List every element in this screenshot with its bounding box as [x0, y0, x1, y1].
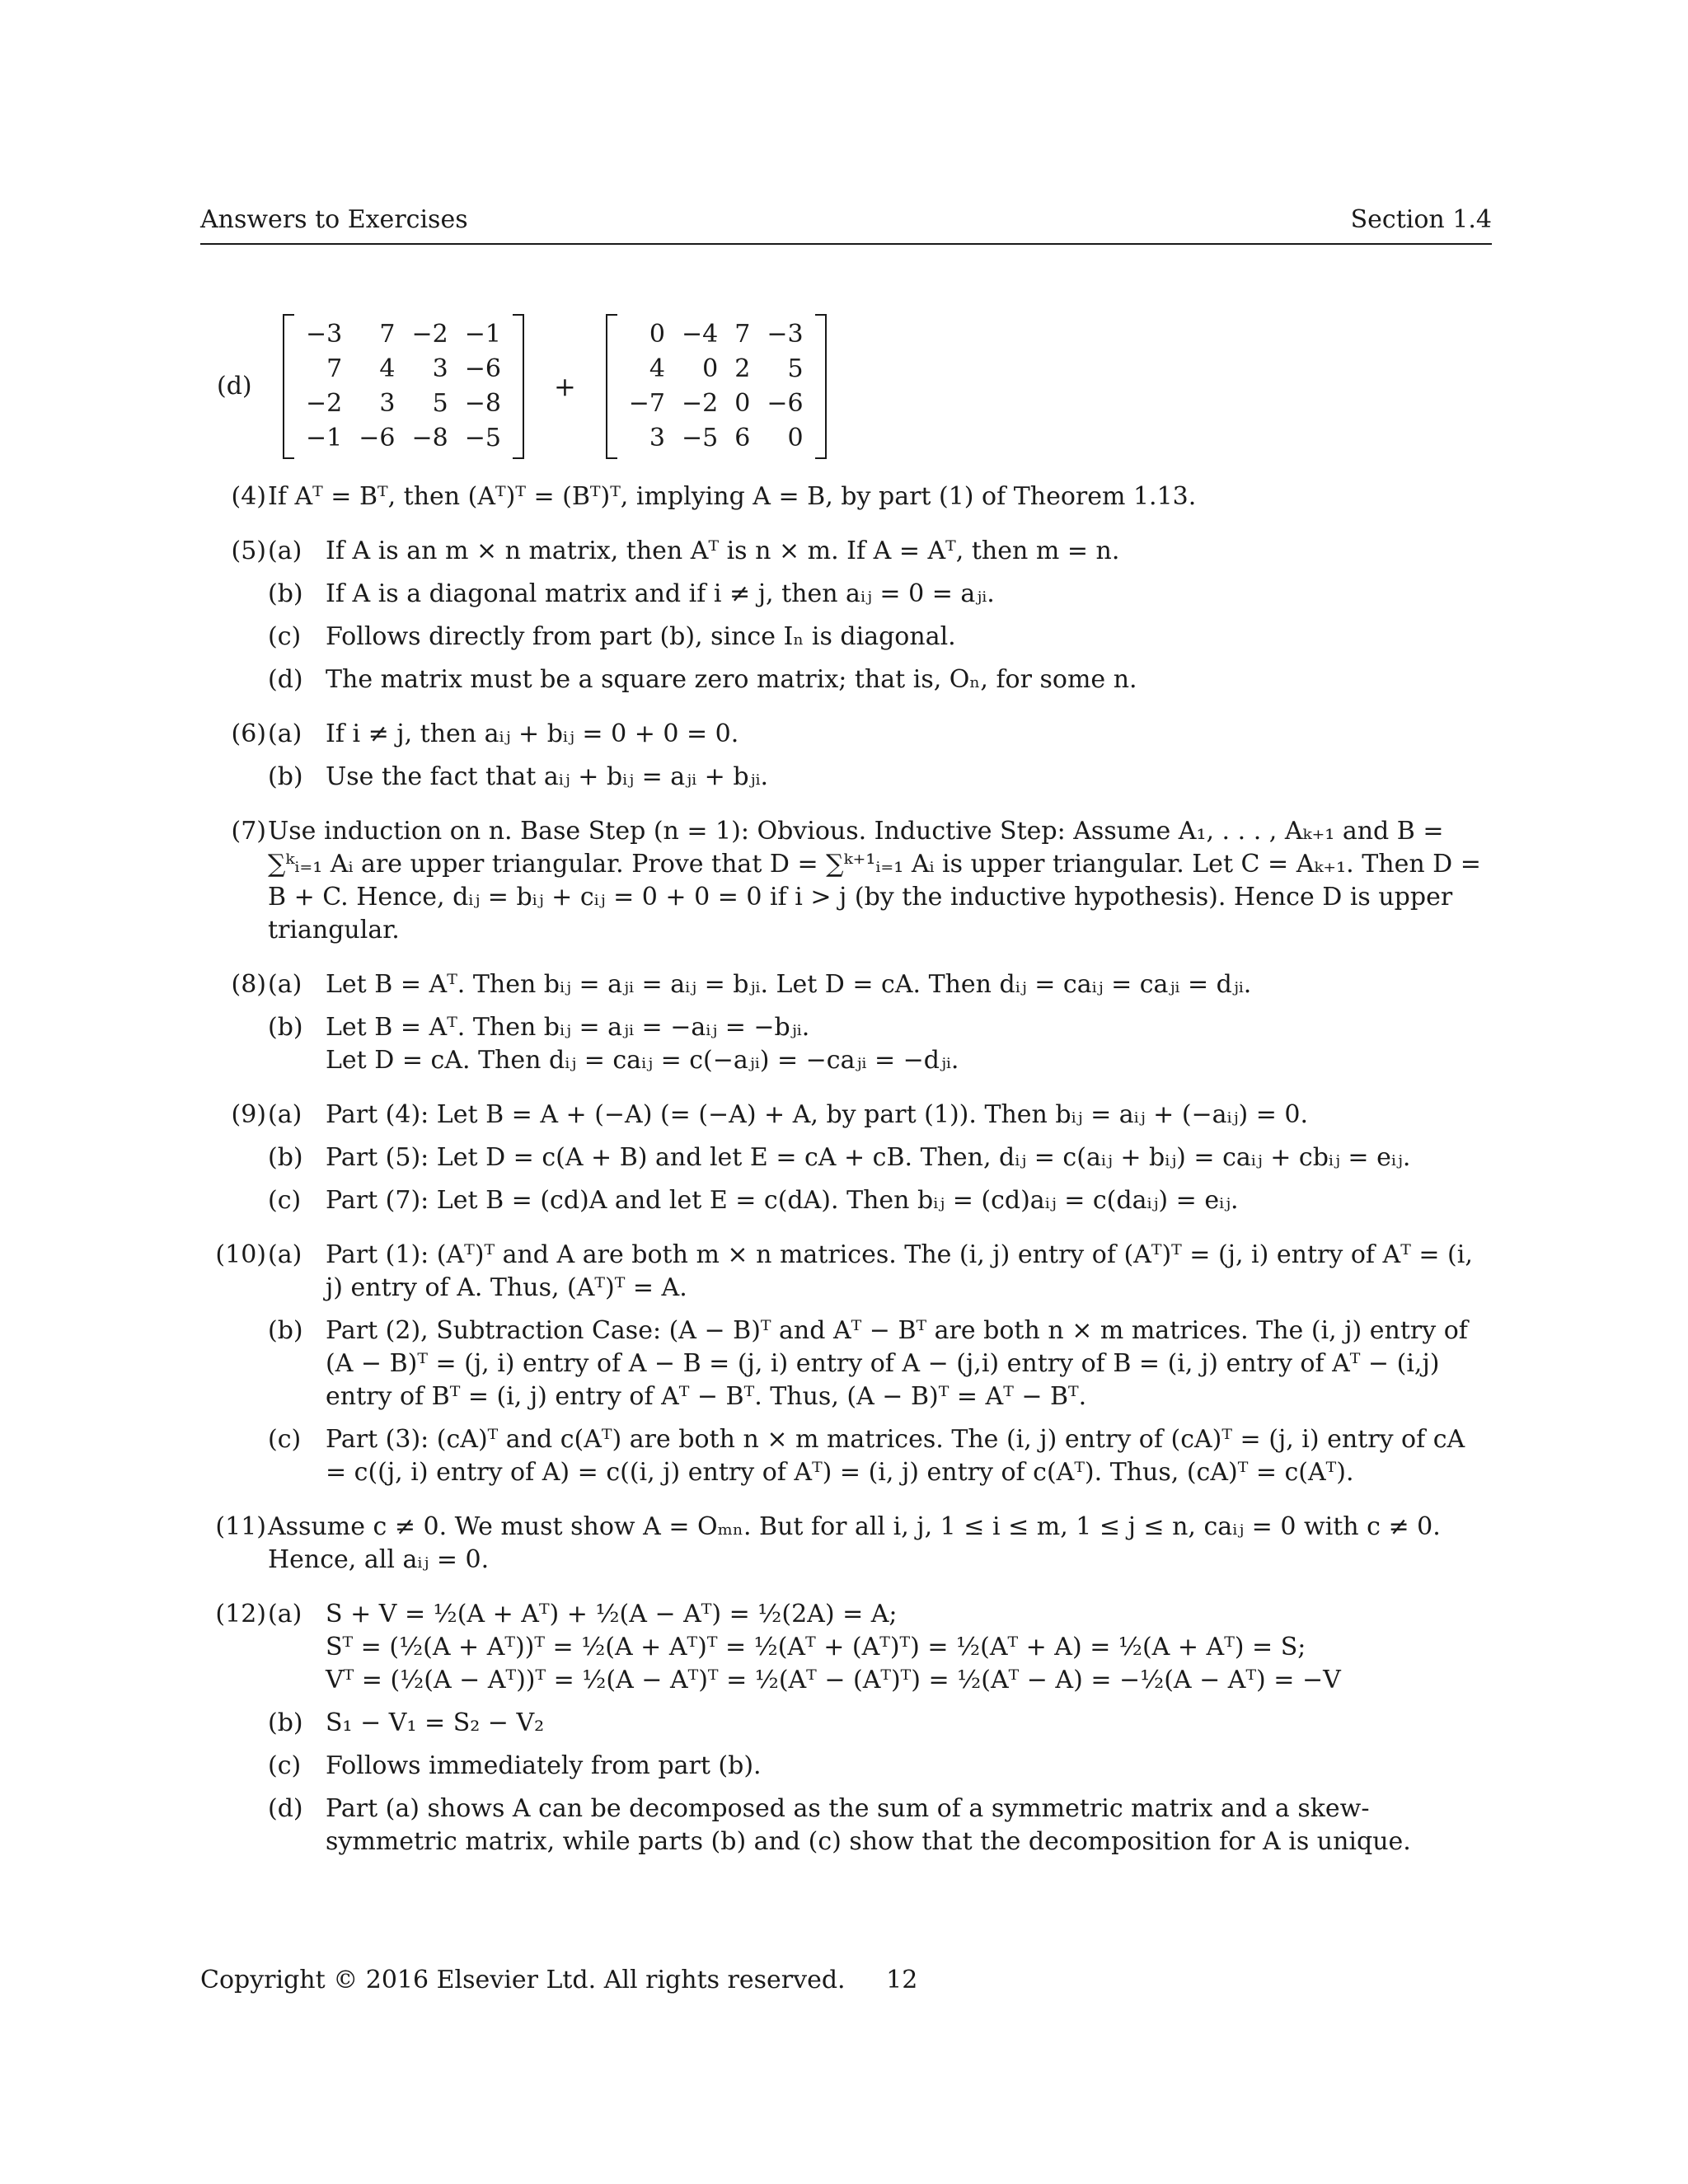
matrix-cell: 3 — [649, 424, 665, 452]
matrix-cell: −7 — [628, 389, 665, 418]
matrix-cell: 5 — [432, 389, 448, 418]
exercise-part — [268, 1598, 1492, 1697]
exercise-part — [268, 535, 1492, 568]
exercise-3d — [200, 317, 1492, 456]
part-label: (b) — [268, 579, 303, 608]
exercise-text: Assume c ≠ 0. We must show A = Oₘₙ. But for all i, j, 1 ≤ i ≤ m, 1 ≤ j ≤ n, caᵢⱼ = 0 with c ≠ 0. Hence, all aᵢⱼ = 0. — [268, 1512, 1441, 1574]
part-label: (b) — [268, 1143, 303, 1172]
matrix-cell: −8 — [411, 424, 448, 452]
exercise-part — [268, 663, 1492, 696]
exercise — [200, 1239, 1492, 1489]
part-label: (a) — [268, 719, 302, 748]
matrix-row — [298, 387, 509, 421]
exercise-part — [268, 1315, 1492, 1413]
part-text: Part (2), Subtraction Case: (A − B)ᵀ and Aᵀ − Bᵀ are both n × m matrices. The (i, j) entry of (A − B)ᵀ = (j, i) entry of A − B = (j, i) entry of A − (j,i) entry of B = (i, j) entry of Aᵀ − (i,j) entry of Bᵀ = (i, j) entry of Aᵀ − Bᵀ. Thus, (A − B)ᵀ = Aᵀ − Bᵀ. — [326, 1316, 1468, 1411]
exercise — [200, 1511, 1492, 1577]
matrix-row — [621, 317, 812, 352]
exercise — [200, 815, 1492, 947]
matrix-cell: 3 — [432, 354, 448, 383]
matrix-row — [621, 421, 812, 456]
part-text: If i ≠ j, then aᵢⱼ + bᵢⱼ = 0 + 0 = 0. — [326, 719, 739, 748]
part-label: (b) — [268, 1316, 303, 1345]
exercise-part — [268, 578, 1492, 611]
part-text: Follows directly from part (b), since Iₙ is diagonal. — [326, 622, 956, 651]
exercise-number: (8) — [231, 970, 266, 999]
copyright-text: Copyright © 2016 Elsevier Ltd. All rights reserved. — [200, 1966, 846, 1994]
part-label: (d) — [217, 372, 252, 401]
exercise-number: (11) — [215, 1512, 266, 1541]
exercise-number: (10) — [215, 1240, 266, 1269]
page-number: 12 — [886, 1966, 918, 1994]
part-label: (c) — [268, 1186, 302, 1215]
matrix-cell: 0 — [787, 424, 804, 452]
part-text: Part (4): Let B = A + (−A) (= (−A) + A, by part (1)). Then bᵢⱼ = aᵢⱼ + (−aᵢⱼ) = 0. — [326, 1100, 1309, 1129]
exercise-part — [268, 1099, 1492, 1132]
exercise — [200, 1598, 1492, 1858]
part-text: Follows immediately from part (b). — [326, 1751, 762, 1780]
exercise-number: (5) — [231, 537, 266, 565]
matrix-cell: 4 — [649, 354, 665, 383]
matrix-cell: −1 — [464, 320, 501, 349]
exercise-part — [268, 761, 1492, 794]
exercise-part — [268, 1707, 1492, 1740]
part-text: Use the fact that aᵢⱼ + bᵢⱼ = aⱼᵢ + bⱼᵢ. — [326, 762, 769, 791]
exercise — [200, 1099, 1492, 1217]
part-label: (c) — [268, 1425, 302, 1454]
matrix-cell: −8 — [464, 389, 501, 418]
exercise-part — [268, 1141, 1492, 1174]
part-label: (a) — [268, 970, 302, 999]
matrix-cell: 0 — [702, 354, 719, 383]
exercise-part — [268, 968, 1492, 1001]
exercise — [200, 968, 1492, 1077]
matrix-row — [298, 421, 509, 456]
plus-sign: + — [553, 371, 576, 402]
matrix-a — [283, 317, 524, 456]
part-text: Vᵀ = (½(A − Aᵀ))ᵀ = ½(A − Aᵀ)ᵀ = ½(Aᵀ − (Aᵀ)ᵀ) = ½(Aᵀ − A) = −½(A − Aᵀ) = −V — [326, 1666, 1341, 1694]
matrix-cell: −4 — [681, 320, 719, 349]
part-label: (a) — [268, 537, 302, 565]
header-title: Answers to Exercises — [200, 205, 468, 234]
matrix-cell: 3 — [379, 389, 396, 418]
matrix-cell: −2 — [681, 389, 719, 418]
matrix-cell: 7 — [379, 320, 396, 349]
part-text: Part (7): Let B = (cd)A and let E = c(dA). Then bᵢⱼ = (cd)aᵢⱼ = c(daᵢⱼ) = eᵢⱼ. — [326, 1186, 1239, 1215]
exercise-part — [268, 1239, 1492, 1305]
exercise-part — [268, 718, 1492, 751]
exercise-part — [268, 1011, 1492, 1077]
matrix-cell: −6 — [767, 389, 804, 418]
exercise-part — [268, 621, 1492, 654]
matrix-cell: −3 — [306, 320, 343, 349]
part-text: Part (3): (cA)ᵀ and c(Aᵀ) are both n × m matrices. The (i, j) entry of (cA)ᵀ = (j, i) entry of cA = c((j, i) entry of A) = c((i, j) entry of Aᵀ) = (i, j) entry of c(Aᵀ). Thus, (cA)ᵀ = c(Aᵀ). — [326, 1425, 1465, 1487]
answers-body — [200, 317, 1492, 1880]
matrix-row — [621, 387, 812, 421]
part-label: (d) — [268, 665, 303, 694]
matrix-cell: −5 — [464, 424, 501, 452]
matrix-row — [298, 317, 509, 352]
exercise-text: If Aᵀ = Bᵀ, then (Aᵀ)ᵀ = (Bᵀ)ᵀ, implying A = B, by part (1) of Theorem 1.13. — [268, 482, 1197, 511]
part-text: Let B = Aᵀ. Then bᵢⱼ = aⱼᵢ = aᵢⱼ = bⱼᵢ. Let D = cA. Then dᵢⱼ = caᵢⱼ = caⱼᵢ = dⱼᵢ. — [326, 970, 1252, 999]
matrix-cell: −6 — [464, 354, 501, 383]
part-text: Let B = Aᵀ. Then bᵢⱼ = aⱼᵢ = −aᵢⱼ = −bⱼᵢ. — [326, 1013, 810, 1042]
part-label: (b) — [268, 1708, 303, 1737]
page-footer — [200, 1966, 917, 1994]
matrix-cell: 5 — [787, 354, 804, 383]
part-text: S + V = ½(A + Aᵀ) + ½(A − Aᵀ) = ½(2A) = A; — [326, 1600, 898, 1629]
matrix-cell: 0 — [649, 320, 665, 349]
part-text: The matrix must be a square zero matrix; that is, Oₙ, for some n. — [326, 665, 1137, 694]
matrix-cell: −1 — [306, 424, 343, 452]
page-header — [200, 202, 1492, 245]
matrix-cell: 2 — [734, 354, 751, 383]
exercise-number: (12) — [215, 1600, 266, 1629]
part-label: (c) — [268, 622, 302, 651]
exercise — [200, 718, 1492, 794]
exercise-part — [268, 1423, 1492, 1489]
part-text: Let D = cA. Then dᵢⱼ = caᵢⱼ = c(−aⱼᵢ) = −caⱼᵢ = −dⱼᵢ. — [326, 1046, 959, 1075]
part-text: If A is an m × n matrix, then Aᵀ is n × m. If A = Aᵀ, then m = n. — [326, 537, 1120, 565]
part-label: (a) — [268, 1600, 302, 1629]
part-text: Part (a) shows A can be decomposed as the sum of a symmetric matrix and a skew-symmetric matrix, while parts (b) and (c) show that the decomposition for A is unique. — [326, 1794, 1411, 1856]
matrix-b — [606, 317, 827, 456]
exercise-number: (4) — [231, 482, 266, 511]
part-label: (b) — [268, 1013, 303, 1042]
matrix-row — [298, 352, 509, 387]
exercise — [200, 480, 1492, 513]
matrix-cell: 0 — [734, 389, 751, 418]
part-label: (a) — [268, 1240, 302, 1269]
exercise-number: (9) — [231, 1100, 266, 1129]
part-text: Part (5): Let D = c(A + B) and let E = cA + cB. Then, dᵢⱼ = c(aᵢⱼ + bᵢⱼ) = caᵢⱼ + cbᵢⱼ = eᵢⱼ. — [326, 1143, 1411, 1172]
matrix-row — [621, 352, 812, 387]
matrix-cell: −3 — [767, 320, 804, 349]
matrix-cell: −2 — [306, 389, 343, 418]
part-text: Part (1): (Aᵀ)ᵀ and A are both m × n matrices. The (i, j) entry of (Aᵀ)ᵀ = (j, i) entry of Aᵀ = (i, j) entry of A. Thus, (Aᵀ)ᵀ = A. — [326, 1240, 1473, 1302]
exercise-part — [268, 1184, 1492, 1217]
exercise-text: Use induction on n. Base Step (n = 1): Obvious. Inductive Step: Assume A₁, . . . , Aₖ₊₁ and B = ∑ᵏᵢ₌₁ Aᵢ are upper triangular. Prove that D = ∑ᵏ⁺¹ᵢ₌₁ Aᵢ is upper triangular. Let C = Aₖ₊₁. Then D = B + C. Hence, dᵢⱼ = bᵢⱼ + cᵢⱼ = 0 + 0 = 0 if i > j (by the inductive hypothesis). Hence D is upper triangular. — [268, 817, 1481, 944]
exercise-list — [200, 480, 1492, 1858]
header-section: Section 1.4 — [1350, 205, 1492, 234]
part-text: Sᵀ = (½(A + Aᵀ))ᵀ = ½(A + Aᵀ)ᵀ = ½(Aᵀ + (Aᵀ)ᵀ) = ½(Aᵀ + A) = ½(A + Aᵀ) = S; — [326, 1633, 1306, 1661]
part-label: (b) — [268, 762, 303, 791]
page — [200, 0, 1492, 2184]
part-text: S₁ − V₁ = S₂ − V₂ — [326, 1708, 545, 1737]
matrix-cell: 6 — [734, 424, 751, 452]
part-label: (d) — [268, 1794, 303, 1823]
matrix-cell: −5 — [681, 424, 719, 452]
matrix-cell: 7 — [734, 320, 751, 349]
part-label: (a) — [268, 1100, 302, 1129]
matrix-cell: −6 — [359, 424, 396, 452]
matrix-cell: −2 — [411, 320, 448, 349]
exercise — [200, 535, 1492, 696]
part-label: (c) — [268, 1751, 302, 1780]
exercise-part — [268, 1793, 1492, 1858]
exercise-number: (6) — [231, 719, 266, 748]
exercise-number: (7) — [231, 817, 266, 846]
matrix-cell: 4 — [379, 354, 396, 383]
exercise-part — [268, 1750, 1492, 1783]
matrix-cell: 7 — [326, 354, 343, 383]
part-text: If A is a diagonal matrix and if i ≠ j, then aᵢⱼ = 0 = aⱼᵢ. — [326, 579, 995, 608]
